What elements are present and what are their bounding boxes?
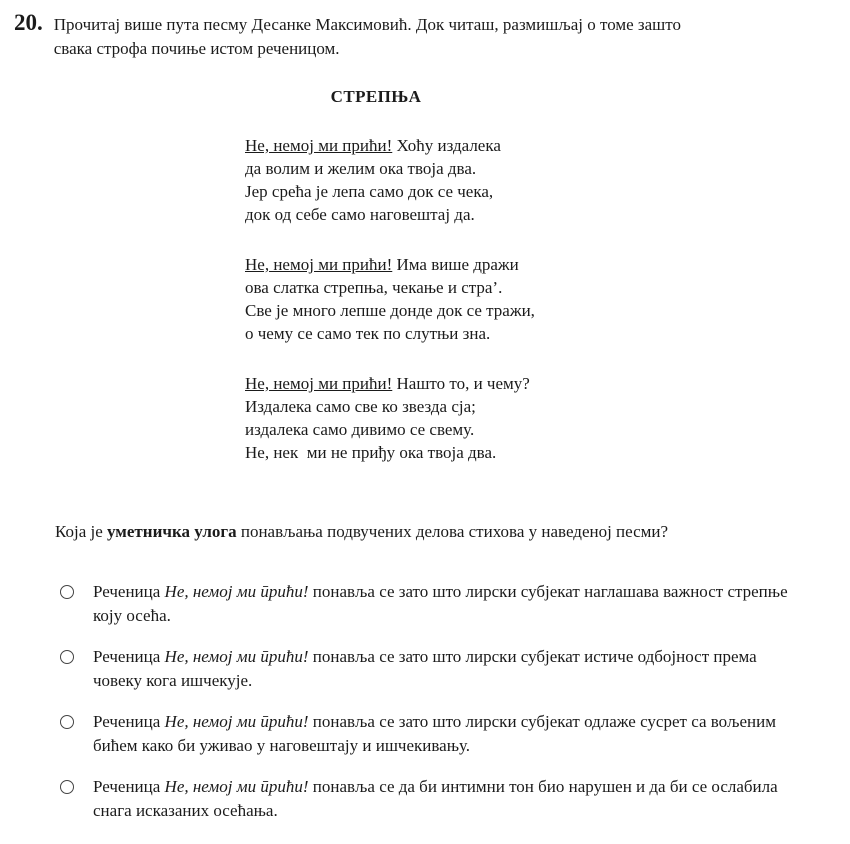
poem-stanza xyxy=(245,372,530,464)
prompt-line-2: свака строфа почиње истом реченицом. xyxy=(53,39,340,58)
option-text xyxy=(93,710,808,758)
options-list xyxy=(58,580,850,823)
answer-option-4[interactable] xyxy=(58,775,850,823)
task-text-bold: уметничка улога xyxy=(107,522,237,541)
radio-button[interactable] xyxy=(60,780,74,794)
radio-button[interactable] xyxy=(60,715,74,729)
poem-line: издалека само дивимо се свему. xyxy=(245,420,475,439)
poem-stanza xyxy=(245,253,535,345)
task-question xyxy=(55,520,850,544)
poem-stanza xyxy=(245,134,507,226)
poem-line: да волим и желим ока твоја два. xyxy=(245,159,477,178)
refrain-underlined: Не, немој ми прићи! xyxy=(245,136,393,155)
poem-title: СТРЕПЊА xyxy=(330,87,422,106)
option-quote: Не, немој ми ūрићи! xyxy=(164,647,309,666)
line-rest: Хоћу издалека xyxy=(392,136,501,155)
radio-button[interactable] xyxy=(60,585,74,599)
answer-option-1[interactable] xyxy=(58,580,850,628)
radio-button[interactable] xyxy=(60,650,74,664)
question-prompt xyxy=(54,10,681,61)
option-quote: Не, немој ми ūрићи! xyxy=(164,712,309,731)
option-prefix: Реченица xyxy=(93,647,165,666)
option-prefix: Реченица xyxy=(93,582,165,601)
poem-line: Јер срећа је лепа само док се чека, xyxy=(245,182,494,201)
answer-option-3[interactable] xyxy=(58,710,850,758)
option-prefix: Реченица xyxy=(93,712,165,731)
option-quote: Не, немој ми ūрићи! xyxy=(164,582,309,601)
poem-line: Издалека само све ко звезда сја; xyxy=(245,397,476,416)
option-rest: понавља се зато што лирски субјекат наглашава важност стрепње коју осећа. xyxy=(93,582,788,625)
poem-line: Све је много лепше донде док се тражи, xyxy=(245,301,535,320)
line-rest: Нашто то, и чему? xyxy=(392,374,530,393)
option-text xyxy=(93,645,808,693)
poem-line: ова слатка стрепња, чекање и стра’. xyxy=(245,278,503,297)
line-rest: Има више дражи xyxy=(392,255,519,274)
poem-line: о чему се само тек по слутњи зна. xyxy=(245,324,491,343)
option-text xyxy=(93,580,808,628)
task-text-after: понављања подвучених делова стихова у наведеној песми? xyxy=(236,522,669,541)
poem xyxy=(245,87,535,464)
option-text xyxy=(93,775,808,823)
option-rest: понавља се зато што лирски субјекат истиче одбојност према човеку кога ишчекује. xyxy=(93,647,757,690)
refrain-underlined: Не, немој ми прићи! xyxy=(245,374,393,393)
option-quote: Не, немој ми ūрићи! xyxy=(164,777,309,796)
poem-line: док од себе само наговештај да. xyxy=(245,205,475,224)
refrain-underlined: Не, немој ми прићи! xyxy=(245,255,393,274)
option-rest: понавља се да би интимни тон био нарушен и да би се ослабила снага исказаних осећања. xyxy=(93,777,778,820)
answer-option-2[interactable] xyxy=(58,645,850,693)
poem-line xyxy=(245,372,530,395)
question-number: 20. xyxy=(14,10,43,35)
option-prefix: Реченица xyxy=(93,777,165,796)
poem-line xyxy=(245,134,507,157)
option-rest: понавља се зато што лирски субјекат одлаже сусрет са вољеним бићем како би уживао у наговештају и ишчекивању. xyxy=(93,712,777,755)
task-text-before: Која је xyxy=(55,522,108,541)
prompt-line-1: Прочитај више пута песму Десанке Максимовић. Док читаш, размишљај о томе зашто xyxy=(53,15,681,34)
question-header xyxy=(0,0,850,61)
poem-line xyxy=(245,253,519,276)
poem-line: Не, нек ми не приђу ока твоја два. xyxy=(245,443,497,462)
